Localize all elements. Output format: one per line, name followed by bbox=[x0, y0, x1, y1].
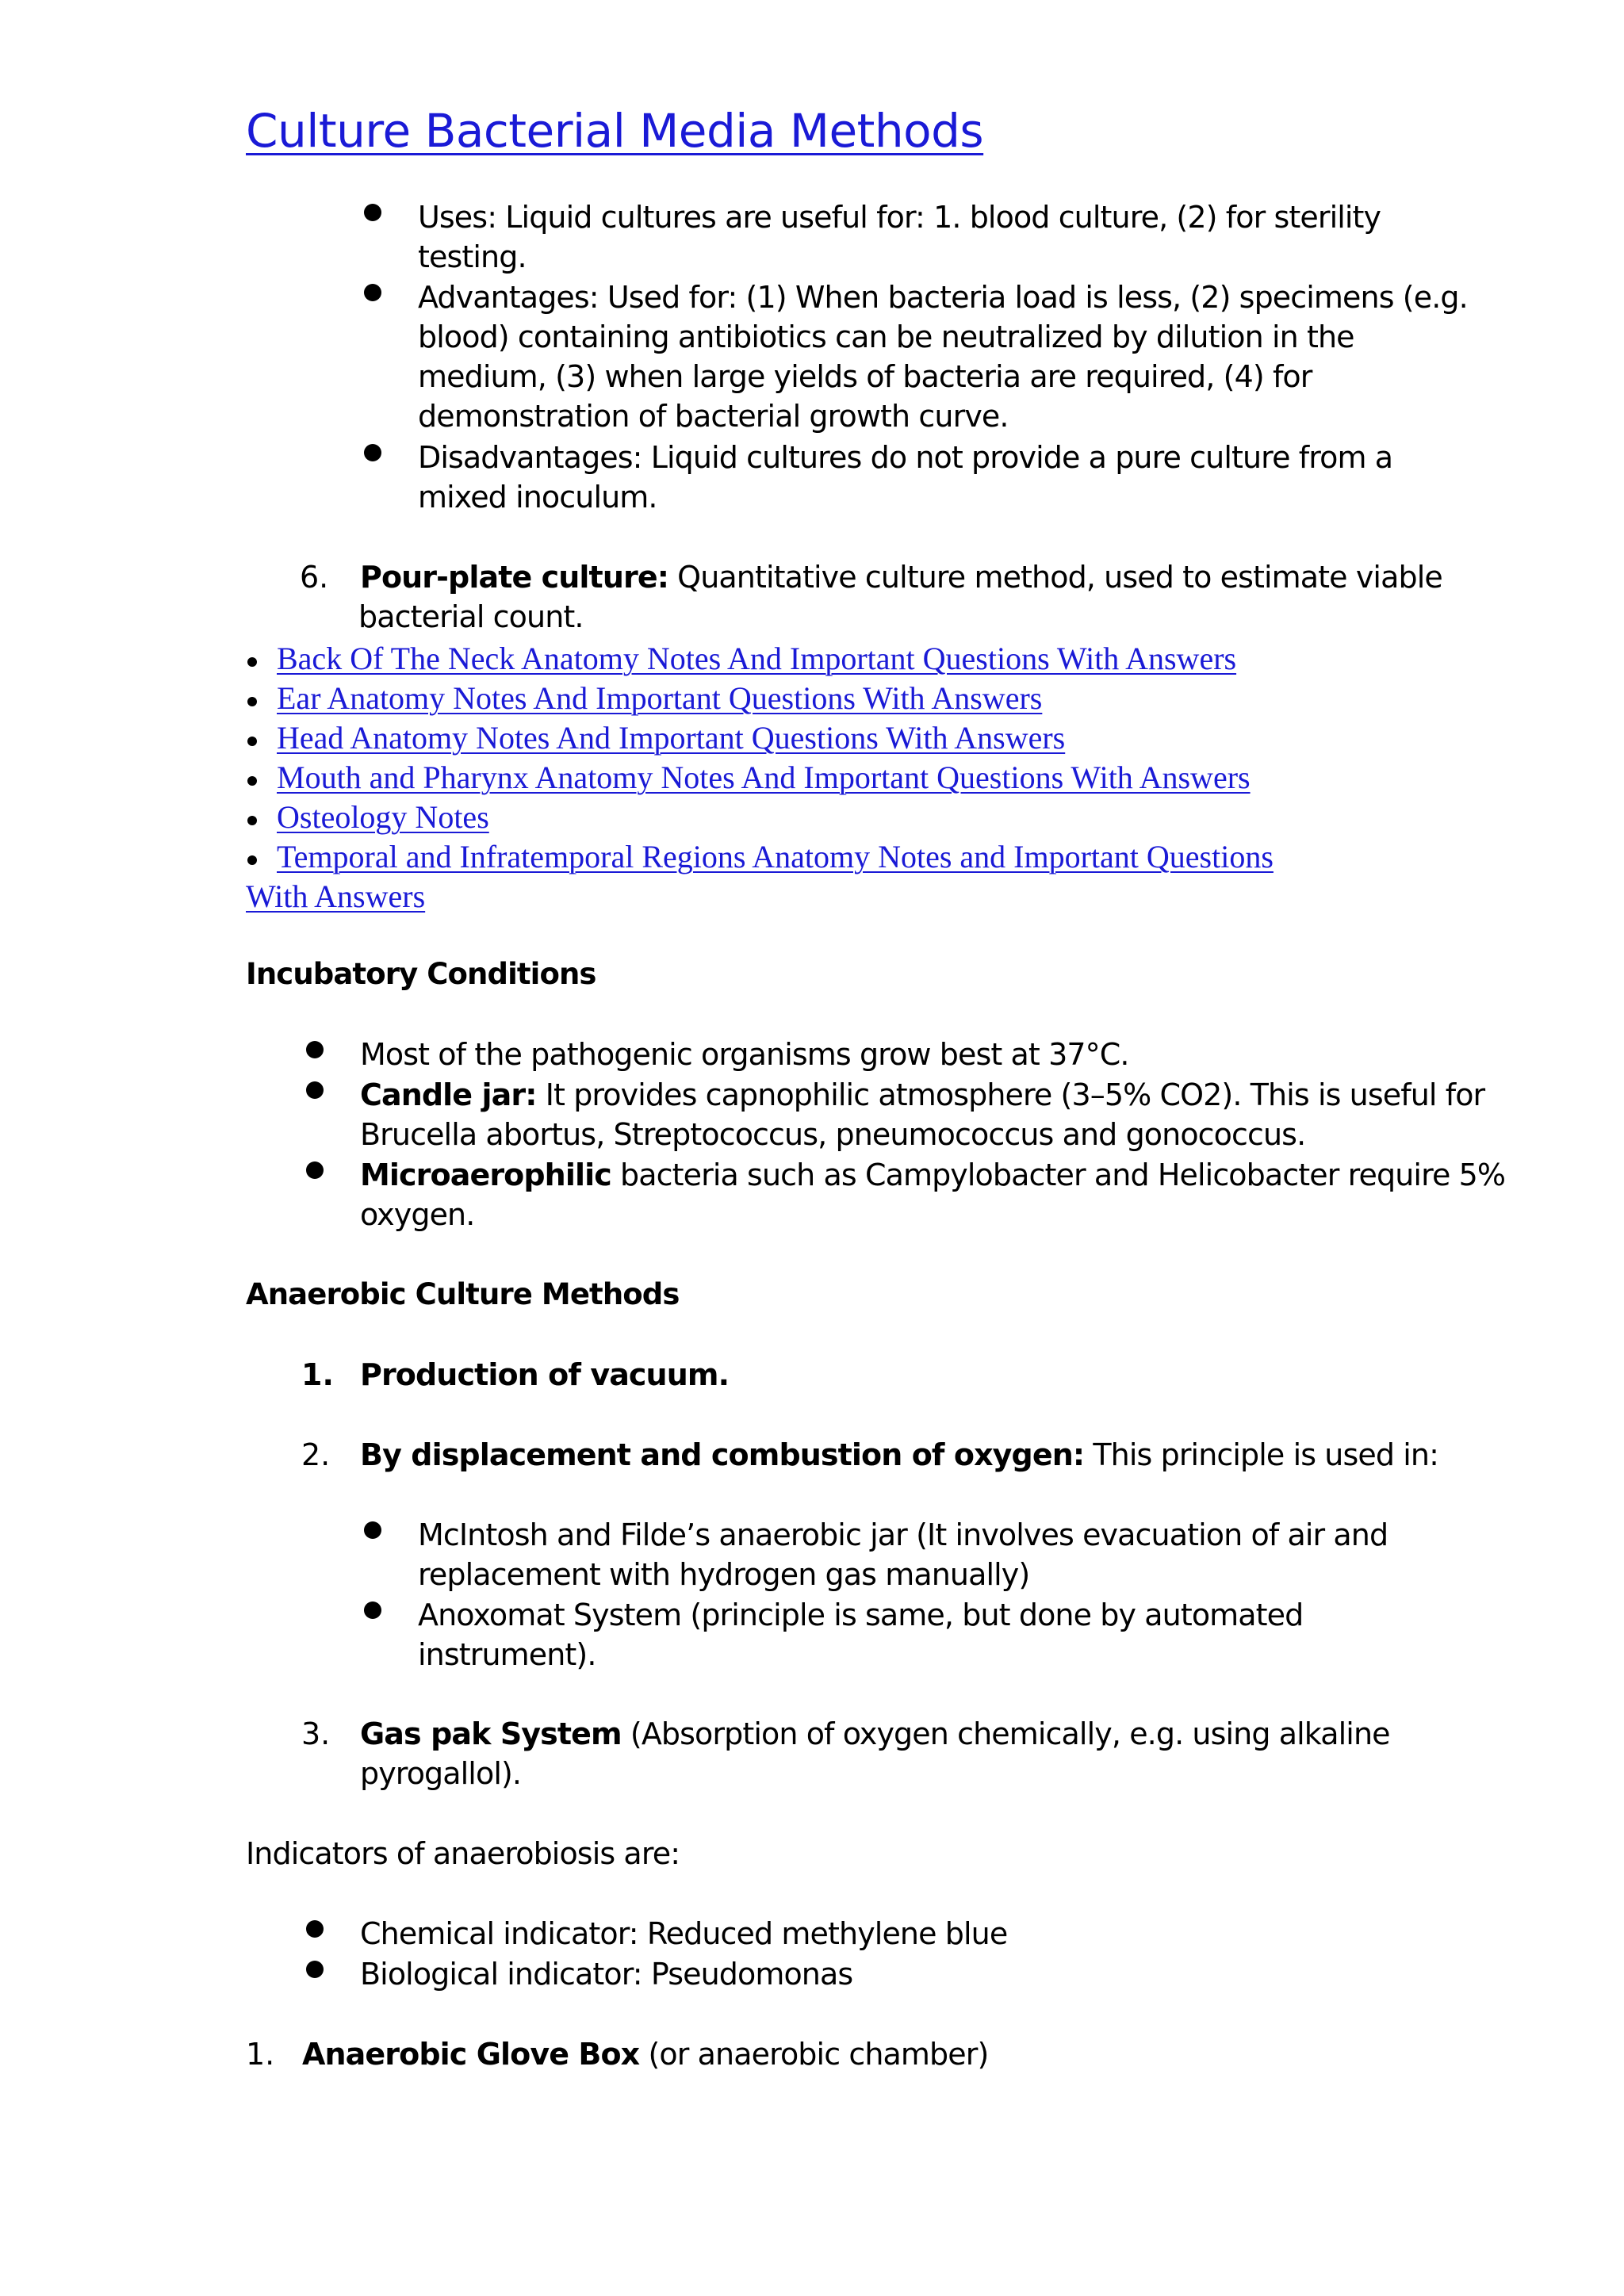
bullet-icon bbox=[306, 1920, 324, 1938]
incubatory-item-1: Most of the pathogenic organisms grow best at 37°C. bbox=[360, 1037, 1129, 1072]
link-bullet-icon bbox=[247, 737, 257, 746]
link-bullet-icon bbox=[247, 697, 257, 706]
method-3-label: Gas pak System bbox=[360, 1716, 622, 1751]
glove-box-text: (or anaerobic chamber) bbox=[639, 2037, 989, 2072]
link-mouth-pharynx[interactable]: Mouth and Pharynx Anatomy Notes And Important Questions With Answers bbox=[277, 760, 1251, 795]
incubatory-heading: Incubatory Conditions bbox=[246, 957, 596, 991]
link-head-anatomy[interactable]: Head Anatomy Notes And Important Questions With Answers bbox=[277, 720, 1066, 756]
uses-line-2: testing. bbox=[418, 239, 527, 274]
link-temporal-infratemporal-cont[interactable]: With Answers bbox=[246, 878, 426, 914]
method-3-line-1 bbox=[360, 1714, 1390, 1754]
anaerobic-heading: Anaerobic Culture Methods bbox=[246, 1277, 680, 1311]
method-3-line-2: pyrogallol). bbox=[360, 1756, 522, 1791]
link-bullet-icon bbox=[247, 816, 257, 825]
incubatory-item-3-line-1 bbox=[360, 1155, 1505, 1195]
page-title[interactable]: Culture Bacterial Media Methods bbox=[246, 104, 984, 158]
glove-box-number: 1. bbox=[246, 2037, 275, 2072]
advantages-line-3: medium, (3) when large yields of bacteria are required, (4) for bbox=[418, 359, 1312, 394]
method-3-number: 3. bbox=[301, 1716, 331, 1751]
bullet-icon bbox=[306, 1961, 324, 1978]
pour-plate-line-2: bacterial count. bbox=[358, 599, 584, 634]
incubatory-item-2-line-2: Brucella abortus, Streptococcus, pneumococcus and gonococcus. bbox=[360, 1117, 1306, 1152]
disadvantages-line-1: Disadvantages: Liquid cultures do not provide a pure culture from a bbox=[418, 440, 1393, 475]
bullet-icon bbox=[306, 1041, 324, 1058]
disadvantages-line-2: mixed inoculum. bbox=[418, 480, 657, 515]
bullet-icon bbox=[364, 444, 381, 461]
candle-jar-label: Candle jar: bbox=[360, 1077, 537, 1112]
pour-plate-label: Pour-plate culture: bbox=[360, 560, 668, 595]
link-back-of-neck[interactable]: Back Of The Neck Anatomy Notes And Important Questions With Answers bbox=[277, 641, 1237, 676]
microaerophilic-label: Microaerophilic bbox=[360, 1158, 611, 1192]
method-2-number: 2. bbox=[301, 1437, 331, 1472]
method-2-bullet-1-line-1: McIntosh and Filde’s anaerobic jar (It involves evacuation of air and bbox=[418, 1517, 1388, 1552]
method-2-bullet-1-line-2: replacement with hydrogen gas manually) bbox=[418, 1557, 1030, 1592]
link-bullet-icon bbox=[247, 776, 257, 786]
link-bullet-icon bbox=[247, 855, 257, 865]
method-2-bullet-2-line-1: Anoxomat System (principle is same, but done by automated bbox=[418, 1598, 1304, 1632]
bullet-icon bbox=[306, 1161, 324, 1179]
link-temporal-infratemporal[interactable]: Temporal and Infratemporal Regions Anatomy Notes and Important Questions bbox=[277, 839, 1274, 874]
link-ear-anatomy[interactable]: Ear Anatomy Notes And Important Questions With Answers bbox=[277, 680, 1043, 716]
method-2-text: This principle is used in: bbox=[1084, 1437, 1439, 1472]
method-2-label: By displacement and combustion of oxygen: bbox=[360, 1437, 1085, 1472]
glove-box-line bbox=[302, 2034, 988, 2074]
pour-plate-line-1 bbox=[360, 557, 1442, 597]
bullet-icon bbox=[364, 1601, 381, 1619]
link-osteology[interactable]: Osteology Notes bbox=[277, 799, 489, 835]
link-bullet-icon bbox=[247, 657, 257, 667]
bullet-icon bbox=[364, 1521, 381, 1539]
bullet-icon bbox=[306, 1081, 324, 1099]
incubatory-item-2-line-1 bbox=[360, 1075, 1484, 1115]
microaerophilic-text: bacteria such as Campylobacter and Helicobacter require 5% bbox=[611, 1158, 1506, 1192]
candle-jar-text: It provides capnophilic atmosphere (3–5% CO2). This is useful for bbox=[536, 1077, 1485, 1112]
chemical-indicator: Chemical indicator: Reduced methylene blue bbox=[360, 1916, 1008, 1951]
advantages-line-4: demonstration of bacterial growth curve. bbox=[418, 399, 1009, 434]
bullet-icon bbox=[364, 204, 381, 221]
advantages-line-1: Advantages: Used for: (1) When bacteria load is less, (2) specimens (e.g. bbox=[418, 280, 1468, 315]
method-1-number: 1. bbox=[301, 1357, 334, 1392]
glove-box-label: Anaerobic Glove Box bbox=[302, 2037, 640, 2072]
pour-plate-number: 6. bbox=[300, 560, 329, 595]
bullet-icon bbox=[364, 284, 381, 301]
uses-line-1: Uses: Liquid cultures are useful for: 1. blood culture, (2) for sterility bbox=[418, 200, 1381, 235]
method-2-line bbox=[360, 1435, 1438, 1475]
pour-plate-text: Quantitative culture method, used to estimate viable bbox=[668, 560, 1442, 595]
incubatory-item-3-line-2: oxygen. bbox=[360, 1197, 475, 1232]
indicators-intro: Indicators of anaerobiosis are: bbox=[246, 1836, 680, 1871]
advantages-line-2: blood) containing antibiotics can be neutralized by dilution in the bbox=[418, 320, 1354, 354]
method-1-label: Production of vacuum. bbox=[360, 1357, 730, 1392]
method-3-text: (Absorption of oxygen chemically, e.g. using alkaline bbox=[621, 1716, 1390, 1751]
biological-indicator: Biological indicator: Pseudomonas bbox=[360, 1957, 853, 1992]
method-2-bullet-2-line-2: instrument). bbox=[418, 1637, 596, 1672]
